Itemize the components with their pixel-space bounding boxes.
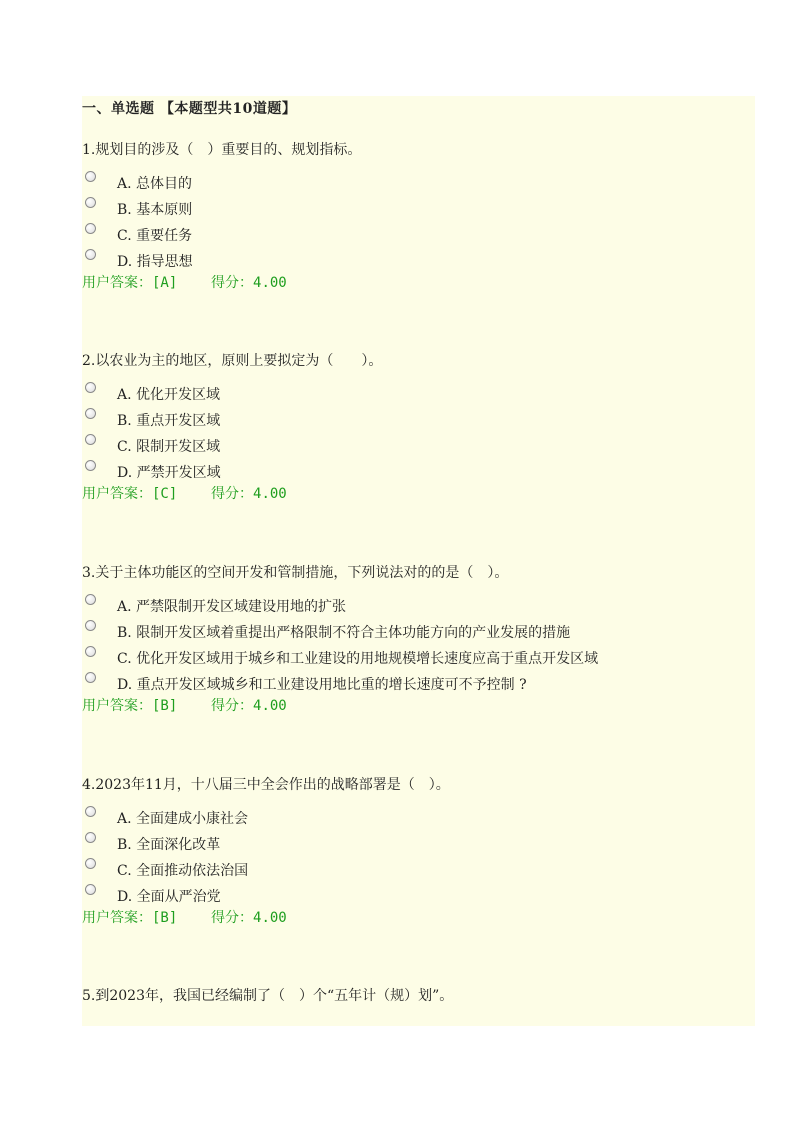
option-b[interactable] — [82, 200, 752, 226]
option-d[interactable] — [82, 252, 752, 278]
score-value: 4.00 — [253, 486, 287, 502]
answer-value: [C] — [152, 486, 178, 502]
radio-button[interactable] — [85, 249, 96, 260]
radio-button[interactable] — [85, 382, 96, 393]
option-b[interactable] — [82, 411, 752, 437]
option-c[interactable] — [82, 861, 752, 887]
option-label: C. 限制开发区域 — [117, 439, 221, 455]
option-label: C. 优化开发区域用于城乡和工业建设的用地规模增长速度应高于重点开发区域 — [117, 651, 599, 667]
option-d[interactable] — [82, 463, 752, 489]
question-5 — [82, 986, 752, 1006]
option-a[interactable] — [82, 174, 752, 200]
radio-button[interactable] — [85, 832, 96, 843]
option-label: D. 指导思想 — [117, 254, 193, 270]
question-text: 1.规划目的涉及（ ）重要目的、规划指标。 — [82, 142, 362, 158]
radio-button[interactable] — [85, 858, 96, 869]
question-3 — [82, 563, 752, 715]
options-list — [82, 174, 752, 278]
radio-button[interactable] — [85, 434, 96, 445]
radio-button[interactable] — [85, 408, 96, 419]
radio-button[interactable] — [85, 672, 96, 683]
answer-value: [B] — [152, 910, 178, 926]
option-a[interactable] — [82, 809, 752, 835]
radio-button[interactable] — [85, 223, 96, 234]
option-label: A. 严禁限制开发区域建设用地的扩张 — [117, 599, 347, 615]
question-1 — [82, 140, 752, 292]
score-value: 4.00 — [253, 910, 287, 926]
option-label: B. 重点开发区域 — [117, 413, 221, 429]
option-b[interactable] — [82, 623, 752, 649]
score-label: 得分： — [211, 698, 254, 714]
answer-label: 用户答案： — [82, 486, 152, 502]
radio-button[interactable] — [85, 171, 96, 182]
option-label: A. 全面建成小康社会 — [117, 811, 249, 827]
option-label: A. 优化开发区域 — [117, 387, 221, 403]
answer-value: [B] — [152, 698, 178, 714]
question-text: 4.2023年11月，十八届三中全会作出的战略部署是（ ）。 — [82, 777, 450, 793]
radio-button[interactable] — [85, 460, 96, 471]
option-label: C. 重要任务 — [117, 228, 193, 244]
answer-value: [A] — [152, 275, 178, 291]
radio-button[interactable] — [85, 646, 96, 657]
question-4 — [82, 775, 752, 927]
answer-label: 用户答案： — [82, 275, 152, 291]
option-b[interactable] — [82, 835, 752, 861]
question-text: 5.到2023年，我国已经编制了（ ）个“五年计（规）划”。 — [82, 988, 454, 1004]
score-label: 得分： — [211, 486, 254, 502]
question-2 — [82, 351, 752, 503]
option-a[interactable] — [82, 597, 752, 623]
options-list — [82, 385, 752, 489]
score-value: 4.00 — [253, 698, 287, 714]
radio-button[interactable] — [85, 197, 96, 208]
score-label: 得分： — [211, 275, 254, 291]
option-label: B. 全面深化改革 — [117, 837, 221, 853]
radio-button[interactable] — [85, 594, 96, 605]
option-label: B. 限制开发区域着重提出严格限制不符合主体功能方向的产业发展的措施 — [117, 625, 571, 641]
options-list — [82, 809, 752, 913]
radio-button[interactable] — [85, 884, 96, 895]
option-a[interactable] — [82, 385, 752, 411]
option-label: D. 全面从严治党 — [117, 889, 221, 905]
section-title: 一、单选题 【本题型共10道题】 — [82, 101, 297, 117]
option-label: C. 全面推动依法治国 — [117, 863, 249, 879]
option-label: B. 基本原则 — [117, 202, 193, 218]
question-text: 2.以农业为主的地区，原则上要拟定为（ ）。 — [82, 353, 383, 369]
option-label: D. 严禁开发区域 — [117, 465, 221, 481]
score-label: 得分： — [211, 910, 254, 926]
answer-label: 用户答案： — [82, 698, 152, 714]
options-list — [82, 597, 752, 701]
option-d[interactable] — [82, 887, 752, 913]
score-value: 4.00 — [253, 275, 287, 291]
radio-button[interactable] — [85, 806, 96, 817]
option-label: D. 重点开发区域城乡和工业建设用地比重的增长速度可不予控制 ? — [117, 677, 527, 693]
option-c[interactable] — [82, 649, 752, 675]
option-c[interactable] — [82, 437, 752, 463]
option-c[interactable] — [82, 226, 752, 252]
answer-label: 用户答案： — [82, 910, 152, 926]
option-d[interactable] — [82, 675, 752, 701]
question-text: 3.关于主体功能区的空间开发和管制措施，下列说法对的的是（ ）。 — [82, 565, 509, 581]
option-label: A. 总体目的 — [117, 176, 193, 192]
radio-button[interactable] — [85, 620, 96, 631]
